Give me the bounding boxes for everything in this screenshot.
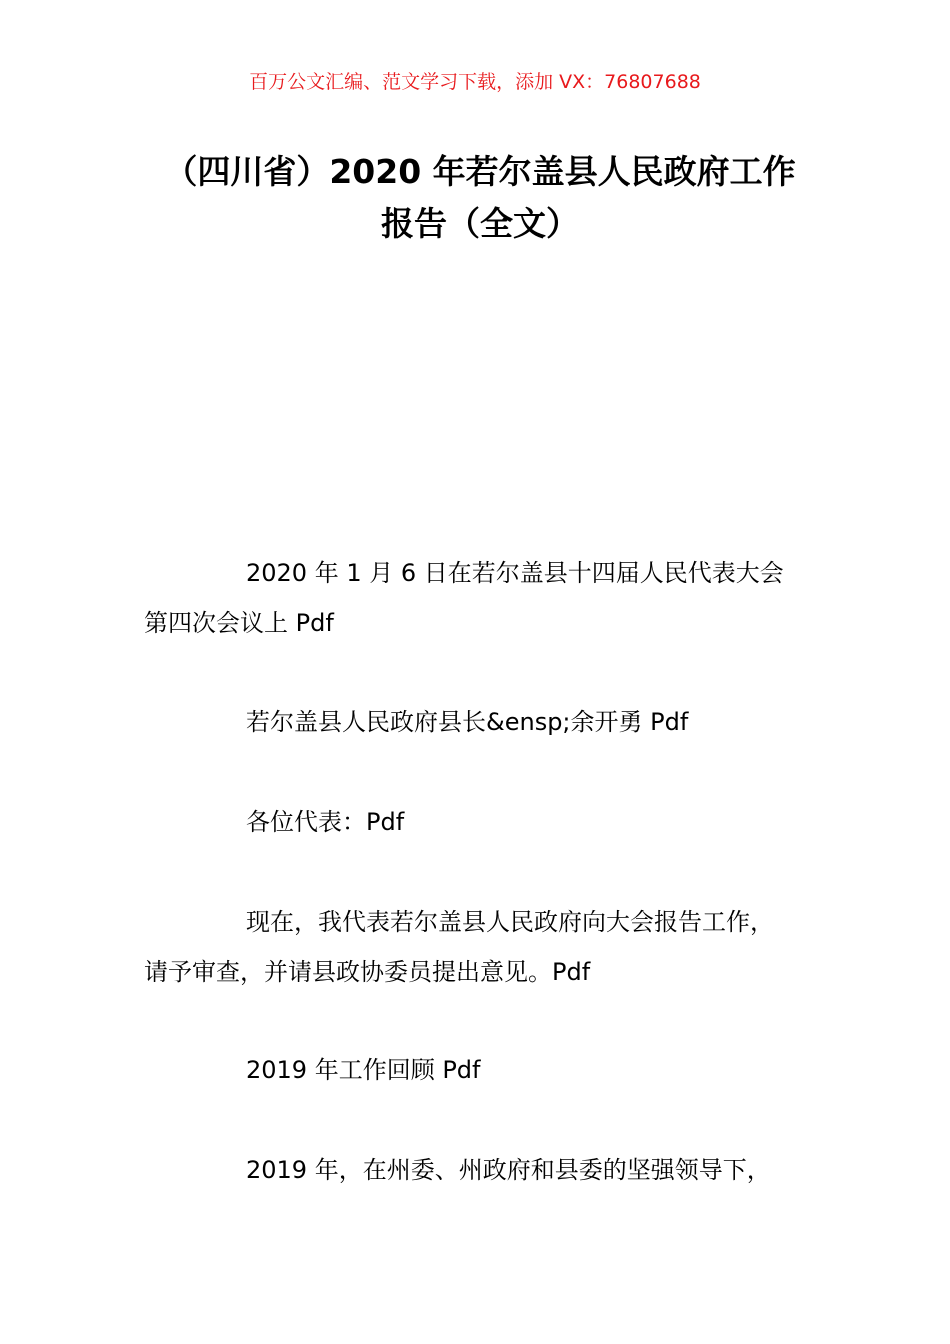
paragraph-line: 2019 年工作回顾 Pdf (246, 1056, 481, 1084)
paragraph-meeting-info (144, 548, 844, 648)
section-heading-review (144, 1045, 844, 1095)
title-line-1: （四川省）2020 年若尔盖县人民政府工作 (164, 152, 796, 191)
document-title (140, 146, 820, 250)
paragraph-salutation (144, 797, 844, 847)
watermark-header: 百万公文汇编、范文学习下载，添加 VX：76807688 (249, 71, 701, 93)
title-line-2: 报告（全文） (381, 204, 579, 243)
paragraph-intro (144, 897, 844, 997)
paragraph-line: 第四次会议上 Pdf (144, 609, 334, 637)
paragraph-line: 现在，我代表若尔盖县人民政府向大会报告工作， (246, 908, 774, 936)
paragraph-speaker (144, 697, 844, 747)
paragraph-line: 若尔盖县人民政府县长&ensp;余开勇 Pdf (246, 708, 689, 736)
paragraph-line: 2019 年，在州委、州政府和县委的坚强领导下， (246, 1156, 771, 1184)
paragraph-review-start (144, 1145, 844, 1195)
paragraph-line: 2020 年 1 月 6 日在若尔盖县十四届人民代表大会 (246, 559, 784, 587)
paragraph-line: 各位代表：Pdf (246, 808, 405, 836)
paragraph-line: 请予审查，并请县政协委员提出意见。Pdf (144, 958, 591, 986)
